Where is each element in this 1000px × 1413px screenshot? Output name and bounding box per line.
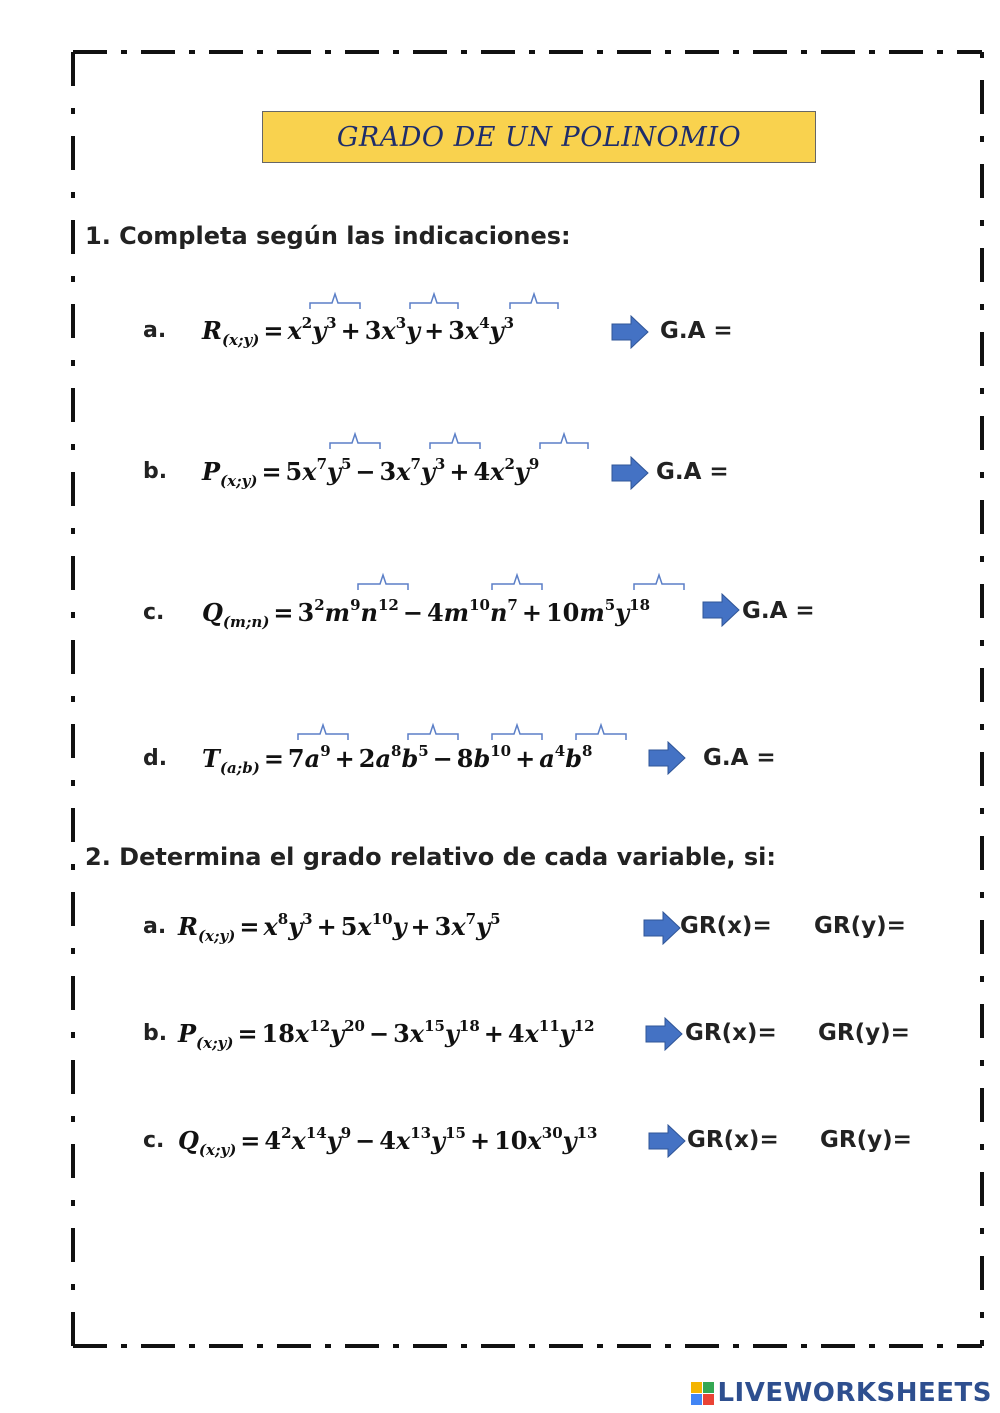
brand-name: LIVEWORKSHEETS	[717, 1378, 992, 1408]
arrow-right-icon	[643, 911, 681, 945]
poly-name: T	[202, 744, 220, 773]
title-banner	[262, 111, 816, 163]
poly-vars: (x;y)	[197, 927, 236, 945]
arrow-right-icon	[611, 315, 649, 349]
poly-vars: (x;y)	[196, 1034, 234, 1052]
brace-mark	[406, 722, 460, 742]
item-label: d.	[143, 746, 168, 771]
brace-mark	[356, 572, 410, 592]
poly-name: P	[178, 1019, 197, 1048]
answer-label: G.A =	[656, 459, 729, 485]
brace-mark	[328, 431, 382, 451]
page-title: GRADO DE UN POLINOMIO	[336, 121, 742, 153]
poly-vars: (a;b)	[219, 759, 260, 777]
polynomial-expression: $R_{(x;y)} = x^2y^3 + 3x^3y + 3x^4y^3$	[202, 314, 515, 349]
gry-label: GR(y)=	[818, 1020, 910, 1046]
polynomial-expression: $Q_{(m;n)} = 3^2m^9n^{12} - 4m^{10}n^7 + 10m^5y^{18}$	[202, 596, 651, 631]
poly-name: Q	[178, 1126, 199, 1155]
arrow-right-icon	[648, 741, 686, 775]
poly-vars: (m;n)	[222, 613, 270, 631]
brace-mark	[574, 722, 628, 742]
answer-label: G.A =	[742, 598, 815, 624]
item-label: a.	[143, 914, 167, 939]
arrow-right-icon	[648, 1124, 686, 1158]
answer-label: G.A =	[660, 318, 733, 344]
brace-mark	[490, 572, 544, 592]
polynomial-expression: $R_{(x;y)} = x^8y^3 + 5x^{10}y + 3x^7y^5$	[178, 910, 501, 945]
poly-name: P	[202, 457, 221, 486]
brace-mark	[308, 291, 362, 311]
item-label: c.	[143, 1128, 165, 1153]
poly-name: R	[178, 912, 198, 941]
polynomial-expression: $T_{(a;b)} = 7a^9 + 2a^8b^5 - 8b^{10} + a^4b^8$	[202, 742, 593, 777]
grx-label: GR(x)=	[685, 1020, 777, 1046]
brace-mark	[428, 431, 482, 451]
polynomial-expression: $P_{(x;y)} = 18x^{12}y^{20} - 3x^{15}y^{18} + 4x^{11}y^{12}$	[178, 1017, 595, 1052]
section2-heading: 2. Determina el grado relativo de cada variable, si:	[85, 843, 776, 871]
brace-mark	[538, 431, 590, 451]
brace-mark	[508, 291, 560, 311]
brace-mark	[490, 722, 544, 742]
item-label: b.	[143, 459, 168, 484]
item-label: c.	[143, 600, 165, 625]
item-label: a.	[143, 318, 167, 343]
poly-vars: (x;y)	[220, 472, 258, 490]
brace-mark	[408, 291, 460, 311]
logo-squares-icon	[691, 1382, 714, 1405]
gry-label: GR(y)=	[814, 913, 906, 939]
gry-label: GR(y)=	[820, 1127, 912, 1153]
poly-name: R	[202, 316, 222, 345]
liveworksheets-logo	[691, 1378, 992, 1408]
poly-vars: (x;y)	[221, 331, 260, 349]
brace-mark	[296, 722, 350, 742]
grx-label: GR(x)=	[680, 913, 772, 939]
poly-vars: (x;y)	[198, 1141, 237, 1159]
arrow-right-icon	[611, 456, 649, 490]
poly-name: Q	[202, 598, 223, 627]
polynomial-expression: $Q_{(x;y)} = 4^2x^{14}y^9 - 4x^{13}y^{15} + 10x^{30}y^{13}$	[178, 1124, 598, 1159]
section1-heading: 1. Completa según las indicaciones:	[85, 222, 571, 250]
answer-label: G.A =	[703, 745, 776, 771]
item-label: b.	[143, 1021, 168, 1046]
grx-label: GR(x)=	[687, 1127, 779, 1153]
polynomial-expression: $P_{(x;y)} = 5x^7y^5 - 3x^7y^3 + 4x^2y^9$	[202, 455, 540, 490]
arrow-right-icon	[702, 593, 740, 627]
brace-mark	[632, 572, 686, 592]
arrow-right-icon	[645, 1017, 683, 1051]
